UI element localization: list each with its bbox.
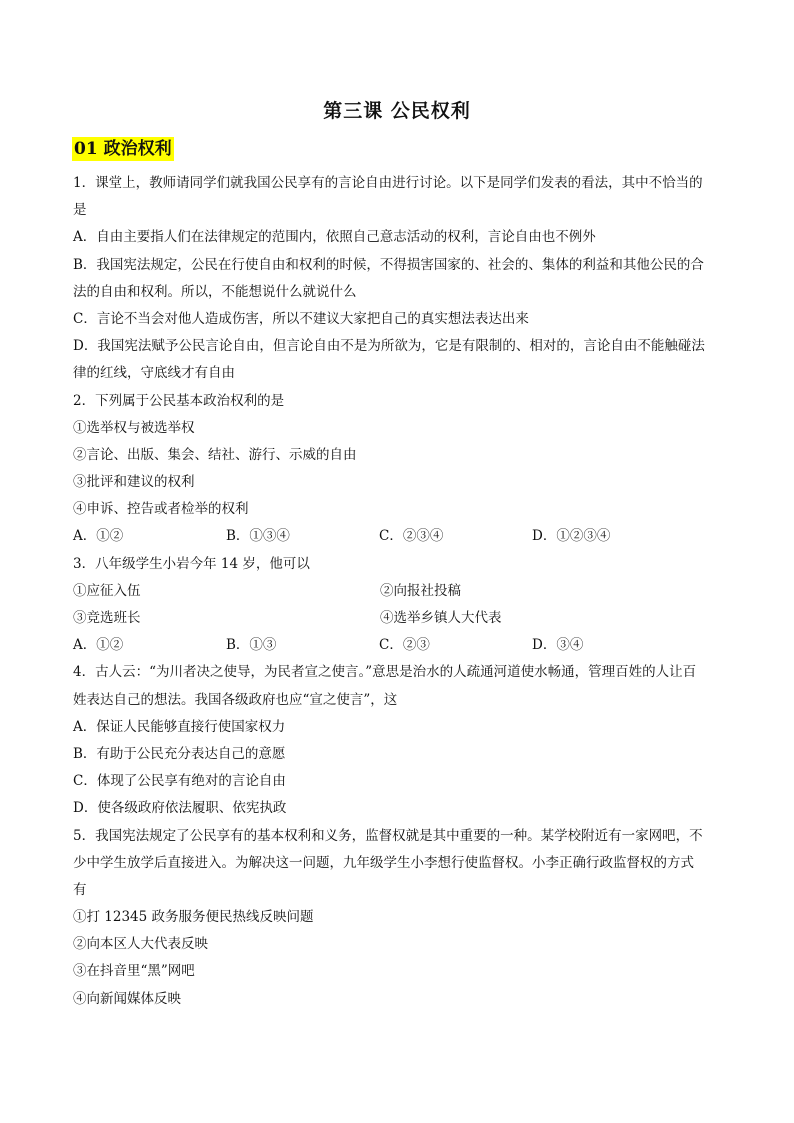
question-stem: 少中学生放学后直接进入。为解决这一问题，九年级学生小李想行使监督权。小李正确行政监督权的方式 bbox=[73, 854, 694, 871]
statement-item: ①选举权与被选举权 bbox=[73, 419, 195, 436]
question-5 bbox=[73, 823, 733, 1013]
option-d: D．使各级政府依法履职、依宪执政 bbox=[73, 800, 287, 817]
question-2 bbox=[73, 388, 733, 551]
choice-row bbox=[73, 523, 733, 550]
option-a: A．保证人民能够直接行使国家权力 bbox=[73, 718, 286, 735]
choice-c: C．②③④ bbox=[379, 528, 444, 545]
question-stem: 是 bbox=[73, 202, 87, 219]
question-4 bbox=[73, 659, 733, 822]
statement-row bbox=[73, 605, 733, 632]
question-stem: 2．下列属于公民基本政治权利的是 bbox=[73, 392, 285, 409]
question-1 bbox=[73, 170, 733, 388]
choice-row bbox=[73, 632, 733, 659]
statement-item: ③在抖音里“黑”网吧 bbox=[73, 963, 195, 980]
option-d: 律的红线，守底线才有自由 bbox=[73, 365, 235, 382]
option-b: 法的自由和权利。所以，不能想说什么就说什么 bbox=[73, 283, 357, 300]
question-stem: 1．课堂上，教师请同学们就我国公民享有的言论自由进行讨论。以下是同学们发表的看法，其中不恰当的 bbox=[73, 175, 703, 191]
option-c: C．体现了公民享有绝对的言论自由 bbox=[73, 773, 286, 790]
statement-item: ②向本区人大代表反映 bbox=[73, 936, 208, 953]
section-heading: 01 政治权利 bbox=[74, 139, 172, 159]
statement-item: ②向报社投稿 bbox=[380, 582, 461, 599]
statement-item: ④选举乡镇人大代表 bbox=[380, 610, 502, 626]
question-stem: 4．古人云：“为川者决之使导，为民者宣之使言。”意思是治水的人疏通河道使水畅通，管理百姓的人让百 bbox=[73, 664, 697, 681]
statement-item: ②言论、出版、集会、结社、游行、示威的自由 bbox=[73, 446, 357, 463]
choice-b: B．①③④ bbox=[226, 528, 290, 545]
choice-d: D．①②③④ bbox=[532, 528, 611, 545]
question-list bbox=[73, 170, 733, 1013]
choice-a: A．①② bbox=[73, 528, 124, 545]
statement-item: ④向新闻媒体反映 bbox=[73, 990, 181, 1007]
option-b: B．我国宪法规定，公民在行使自由和权利的时候，不得损害国家的、社会的、集体的利益和其他公民的合 bbox=[73, 256, 704, 273]
choice-d: D．③④ bbox=[532, 637, 584, 654]
page-title: 第三课 公民权利 bbox=[323, 100, 471, 122]
statement-item: ①应征入伍 bbox=[73, 582, 141, 599]
choice-a: A．①② bbox=[73, 637, 124, 654]
option-b: B．有助于公民充分表达自己的意愿 bbox=[73, 745, 286, 762]
statement-item: ④申诉、控告或者检举的权利 bbox=[73, 501, 249, 518]
choice-b: B．①③ bbox=[226, 637, 277, 654]
question-stem: 3．八年级学生小岩今年 14 岁，他可以 bbox=[73, 555, 310, 572]
option-c: C．言论不当会对他人造成伤害，所以不建议大家把自己的真实想法表达出来 bbox=[73, 310, 529, 327]
statement-item: ①打 12345 政务服务便民热线反映问题 bbox=[73, 909, 314, 926]
option-a: A．自由主要指人们在法律规定的范围内，依照自己意志活动的权利，言论自由也不例外 bbox=[73, 229, 596, 246]
statement-row bbox=[73, 578, 733, 605]
question-stem: 有 bbox=[73, 881, 87, 898]
option-d: D．我国宪法赋予公民言论自由，但言论自由不是为所欲为，它是有限制的、相对的，言论自由不能触碰法 bbox=[73, 338, 705, 355]
statement-item: ③批评和建议的权利 bbox=[73, 474, 195, 491]
question-stem: 5．我国宪法规定了公民享有的基本权利和义务，监督权就是其中重要的一种。某学校附近有一家网吧，不 bbox=[73, 827, 703, 844]
question-3 bbox=[73, 551, 733, 660]
choice-c: C．②③ bbox=[379, 637, 430, 654]
question-stem: 姓表达自己的想法。我国各级政府也应“宣之使言”，这 bbox=[73, 691, 398, 708]
statement-item: ③竞选班长 bbox=[73, 610, 141, 626]
